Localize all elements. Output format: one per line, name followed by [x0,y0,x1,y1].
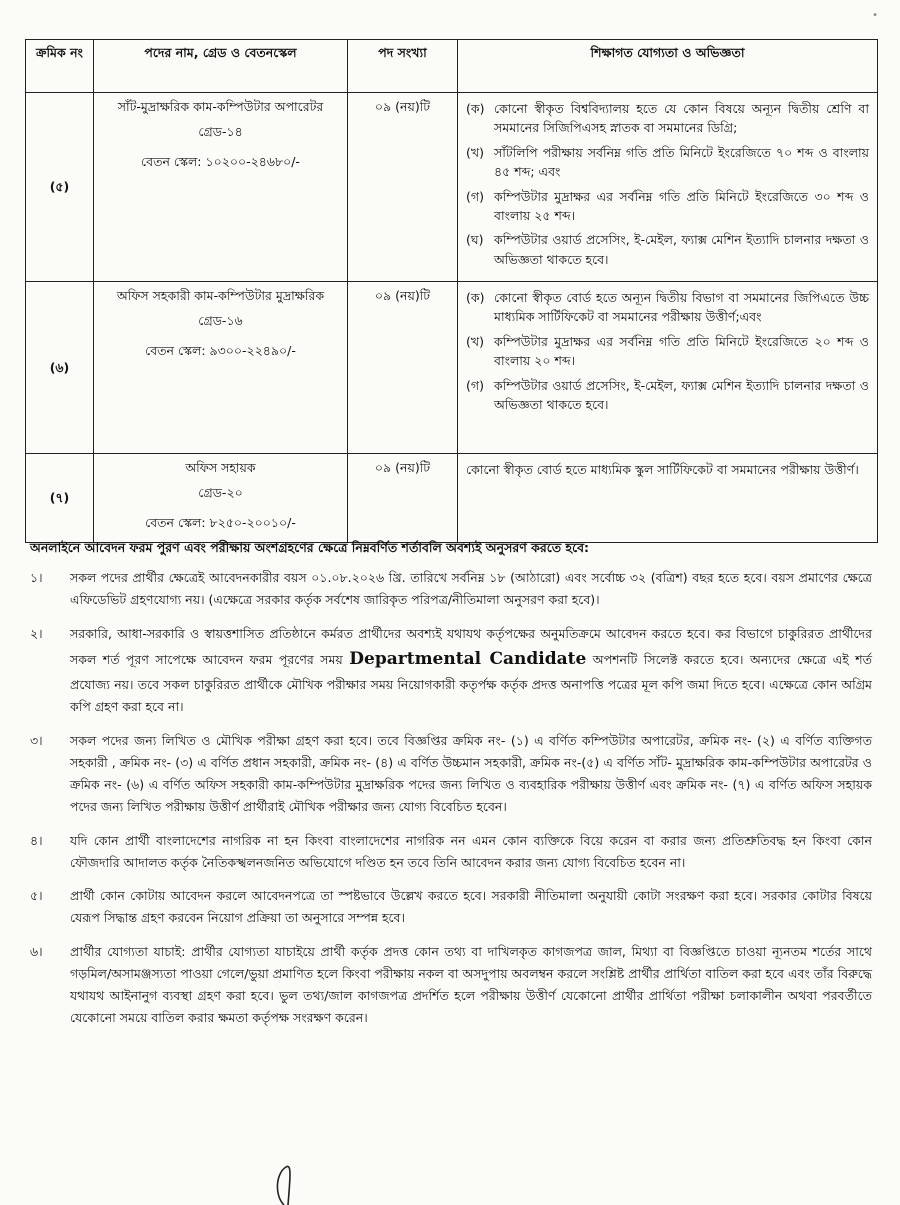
row-serial: (৫) [26,93,94,282]
condition-text: সরকারি, আধা-সরকারি ও স্বায়ত্তশাসিত প্রতিষ্ঠানে কর্মরত প্রার্থীদের অবশ্যই যথাযথ কর্তৃপক্ষের অনুমতিক্রমে আবেদন করতে হবে। কর বিভাগে চাকুরিরত প্রার্থীদের সকল শর্ত পূরণ সাপেক্ষে আবেদন ফরম পূরণের সময় Departmental Candidate অপশনটি সিলেক্ট করতে হবে। অন্যদের ক্ষেত্রে এই শর্ত প্রযোজ্য নয়। তবে সকল চাকুরিরত প্রার্থীকে মৌখিক পরীক্ষার সময় নিয়োগকারী কতৃর্পক্ষ কর্তৃক প্রদত্ত অনাপত্তি পত্রের মূল কপি জমা দিতে হবে। এক্ষেত্রে কোন অগ্রিম কপি গ্রহণ করা হবে না। [70,625,872,715]
row-post [94,93,348,282]
condition-text: সকল পদের প্রার্থীর ক্ষেত্রেই আবেদনকারীর বয়স ০১.০৮.২০২৬ খ্রি. তারিখে সর্বনিম্ন ১৮ (আঠারো) এবং সর্বোচ্চ ৩২ (বত্রিশ) বছর হতে হবে। বয়স প্রমাণের ক্ষেত্রে এফিডেভিট গ্রহণযোগ্য নয়। (এক্ষেত্রে সরকার কর্তৃক সর্বশেষ জারিকৃত পরিপত্র/নীতিমালা অনুসরণ করা হবে)। [70,570,872,607]
row-post [94,282,348,454]
condition-item [30,623,872,718]
row-count: ০৯ (নয়)টি [348,93,458,282]
table-row [26,454,878,543]
qualification-item: (ক) কোনো স্বীকৃত বোর্ড হতে অন্যূন দ্বিতীয় বিভাগ বা সমমানের জিপিএতে উচ্চ মাধ্যমিক সার্টিফিকেট বা সমমানের পরীক্ষায় উত্তীর্ণ;এবং [466,290,869,325]
post-grade: গ্রেড-২০ [198,485,243,501]
condition-item [30,941,872,1029]
table-row [26,93,878,282]
post-salary: বেতন স্কেল: ৮২৫০-২০০১০/- [145,514,296,530]
post-title: সাঁট-মুদ্রাক্ষরিক কাম-কম্পিউটার অপারেটর [117,99,324,114]
table-header-row [26,40,878,93]
header-qualification: শিক্ষাগত যোগ্যতা ও অভিজ্ঞতা [458,40,878,93]
header-serial: ক্রমিক নং [26,40,94,93]
post-grade: গ্রেড-১৬ [198,313,243,329]
scan-mark: • [872,10,878,21]
condition-text: সকল পদের জন্য লিখিত ও মৌখিক পরীক্ষা গ্রহণ করা হবে। তবে বিজ্ঞপ্তির ক্রমিক নং- (১) এ বর্ণিত কম্পিউটার অপারেটর, ক্রমিক নং- (২) এ বর্ণিত ব্যক্তিগত সহকারী , ক্রমিক নং- (৩) এ বর্ণিত প্রধান সহকারী, ক্রমিক নং- (৪) এ বর্ণিত উচ্চমান সহকারী, ক্রমিক নং-(৫) এ বর্ণিত সাঁট- মুদ্রাক্ষরিক কাম-কম্পিউটার অপারেটর ও ক্রমিক নং- (৬) এ বর্ণিত অফিস সহকারী কাম-কম্পিউটার মুদ্রাক্ষরিক পদের জন্য লিখিত ও ব্যবহারিক পরীক্ষায় উত্তীর্ণ এবং ক্রমিক নং- (৭) এ বর্ণিত অফিস সহায়ক পদের জন্য লিখিত পরীক্ষায় উত্তীর্ণ প্রার্থীরাই মৌখিক পরীক্ষার জন্য যোগ্য বিবেচিত হবেন। [70,733,872,814]
condition-number: ৩। [30,733,43,749]
signature-mark [270,1165,296,1205]
condition-number: ২। [30,625,43,641]
row-qualification [458,93,878,282]
post-title: অফিস সহায়ক [185,460,256,475]
condition-item [30,830,872,874]
header-count: পদ সংখ্যা [348,40,458,93]
condition-text: যদি কোন প্রার্থী বাংলাদেশের নাগরিক না হন কিংবা বাংলাদেশের নাগরিক নন এমন কোন ব্যক্তিকে বিয়ে করেন বা করার জন্য প্রতিশ্রুতিবদ্ধ হন কিংবা কোন ফৌজদারি আদালত কর্তৃক নৈতিকস্খলনজনিত অভিযোগে দণ্ডিত হন তবে তিনি আবেদন করার জন্য যোগ্য বিবেচিত হবেন না। [70,832,872,870]
qualification-item: (খ) কম্পিউটার মুদ্রাক্ষর এর সর্বনিম্ন গতি প্রতি মিনিটে ইংরেজিতে ২০ শব্দ ও বাংলায় ২০ শব্দ। [466,333,869,369]
condition-number: ৬। [30,944,43,960]
condition-text: প্রার্থী কোন কোটায় আবেদন করলে আবেদনপত্রে তা স্পষ্টভাবে উল্লেখ করতে হবে। সরকারী নীতিমালা অনুযায়ী কোটা সংরক্ষণ করা হবে। সরকার কোটার বিষয়ে যেরূপ সিদ্ধান্ত গ্রহণ করবেন নিয়োগ প্রক্রিয়া তা অনুসারে সম্পন্ন হবে। [70,888,872,926]
row-count: ০৯ (নয়)টি [348,282,458,454]
qualification-item: (ক) কোনো স্বীকৃত বিশ্ববিদ্যালয় হতে যে কোন বিষয়ে অন্যূন দ্বিতীয় শ্রেণি বা সমমানের সিজিপিএসহ স্নাতক বা সমমানের ডিগ্রি; [466,101,869,136]
post-grade: গ্রেড-১৪ [198,124,243,140]
posts-table [25,39,878,543]
row-serial: (৬) [26,282,94,454]
row-qualification [458,282,878,454]
row-qualification [458,454,878,543]
qualification-item: (ঘ) কম্পিউটার ওয়ার্ড প্রসেসিং, ই-মেইল, ফ্যাক্স মেশিন ইত্যাদি চালনার দক্ষতা ও অভিজ্ঞতা থাকতে হবে। [466,232,869,267]
qualification-text: কোনো স্বীকৃত বোর্ড হতে মাধ্যমিক স্কুল সার্টিফিকেট বা সমমানের পরীক্ষায় উত্তীর্ণ। [466,462,859,477]
post-salary: বেতন স্কেল: ১০২০০-২৪৬৮০/- [141,153,300,169]
condition-number: ৪। [30,832,43,848]
condition-number: ৫। [30,888,43,904]
condition-number: ১। [30,570,43,585]
condition-item [30,730,872,818]
header-post: পদের নাম, গ্রেড ও বেতনস্কেল [94,40,348,93]
conditions-list [30,567,872,1041]
qualification-item: (খ) সাঁটলিপি পরীক্ষায় সর্বনিম্ন গতি প্রতি মিনিটে ইংরেজিতে ৭০ শব্দ ও বাংলায় ৪৫ শব্দ; এবং [466,144,869,180]
post-title: অফিস সহকারী কাম-কম্পিউটার মুদ্রাক্ষরিক [116,288,325,303]
conditions-title: অনলাইনে আবেদন ফরম পুরণ এবং পরীক্ষায় অংশগ্রহণের ক্ষেত্রে নিম্নবর্ণিত শর্তাবলি অবশ্যই অনুসরণ করতে হবে: [30,540,590,555]
condition-item [30,567,872,611]
condition-text: প্রার্থীর যোগ্যতা যাচাই: প্রার্থীর যোগ্যতা যাচাইয়ে প্রার্থী কর্তৃক প্রদত্ত কোন তথ্য বা দাখিলকৃত কাগজপত্র জাল, মিথ্যা বা বিজ্ঞপ্তিতে চাওয়া ন্যূনতম শর্তের সাথে গড়মিল/অসামঞ্জস্যতা পাওয়া গেলে/ভুয়া প্রমাণিত হলে কিংবা পরীক্ষায় নকল বা অসদুপায় অবলম্বন করলে সংশ্লিষ্ট প্রার্থীর প্রার্থিতা বাতিল করা হবে এবং তাঁর বিরুদ্ধে যথাযথ আইনানুগ ব্যবস্থা গ্রহণ করা হবে। ভুল তথ্য/জাল কাগজপত্র প্রদর্শিত হলে পরীক্ষায় উত্তীর্ণ যেকোনো প্রার্থীর প্রার্থিতা পরীক্ষা চলাকালীন অথবা পরবর্তীতে যেকোনো সময়ে বাতিল করার ক্ষমতা কর্তৃপক্ষ সংরক্ষণ করেন। [70,944,872,1025]
post-salary: বেতন স্কেল: ৯৩০০-২২৪৯০/- [145,342,296,358]
qualification-item: (গ) কম্পিউটার ওয়ার্ড প্রসেসিং, ই-মেইল, ফ্যাক্স মেশিন ইত্যাদি চালনার দক্ষতা ও অভিজ্ঞতা থাকতে হবে। [466,377,869,412]
qualification-item: (গ) কম্পিউটার মুদ্রাক্ষর এর সর্বনিম্ন গতি প্রতি মিনিটে ইংরেজিতে ৩০ শব্দ ও বাংলায় ২৫ শব্দ। [466,188,869,223]
table-row [26,282,878,454]
condition-item [30,885,872,929]
departmental-candidate-label: Departmental Candidate [349,648,587,669]
row-count: ০৯ (নয়)টি [348,454,458,543]
row-serial: (৭) [26,454,94,543]
row-post [94,454,348,543]
